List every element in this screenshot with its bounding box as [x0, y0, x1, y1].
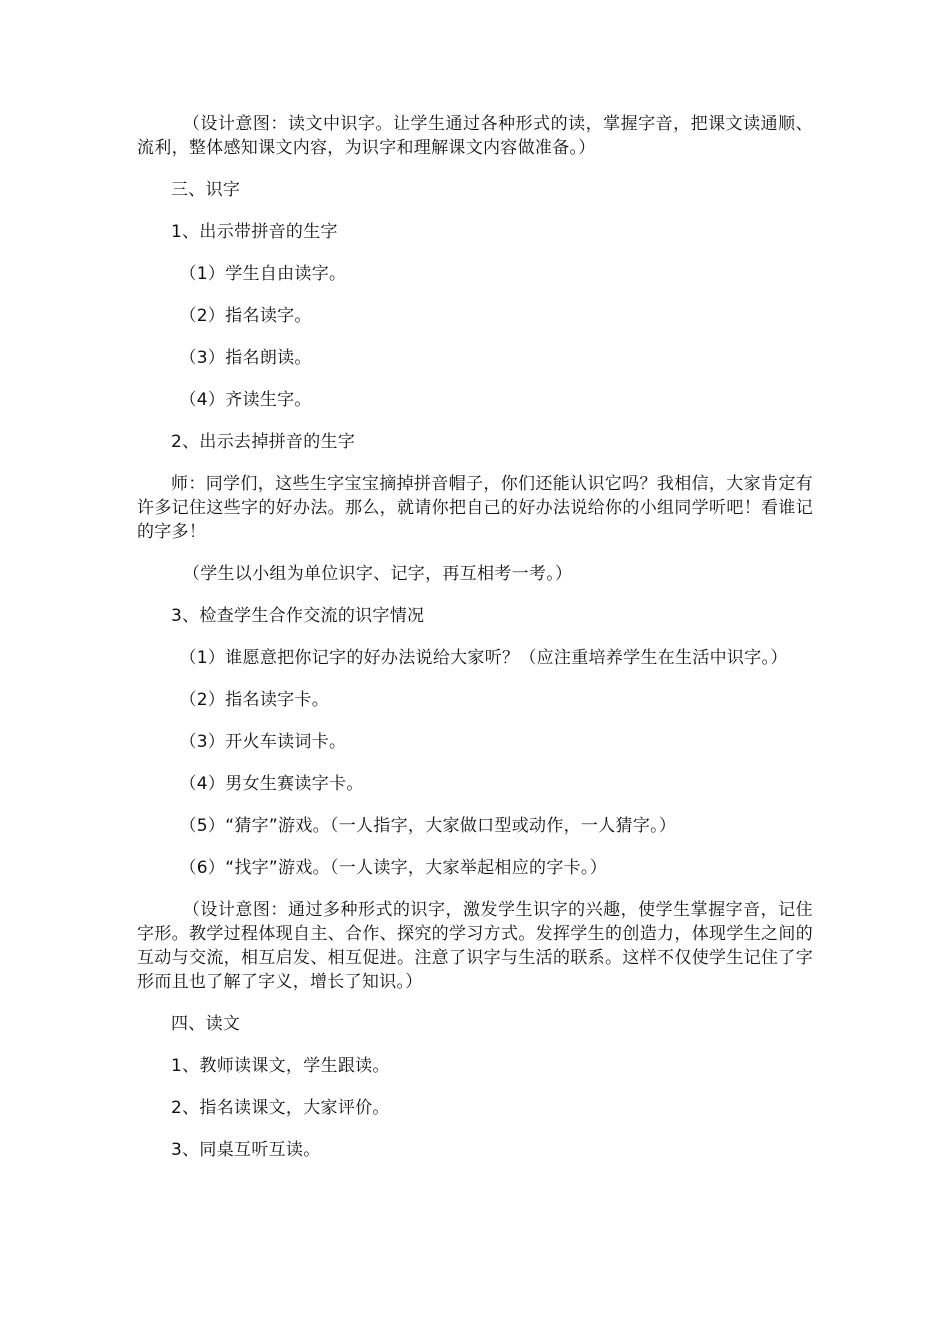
list-item: （2）指名读字。: [179, 306, 312, 326]
step-item: 3、同桌互听互读。: [171, 1140, 321, 1160]
step-heading: 1、出示带拼音的生字: [171, 222, 338, 242]
design-intent-note: （设计意图：读文中识字。让学生通过各种形式的读，掌握字音，把课文读通顺、流利，整体感知课文内容，为识字和理解课文内容做准备。）: [137, 114, 813, 158]
step-heading: 3、检查学生合作交流的识字情况: [171, 606, 425, 626]
step-item: 2、指名读课文，大家评价。: [171, 1098, 390, 1118]
list-item: （5）“猜字”游戏。（一人指字，大家做口型或动作，一人猜字。）: [179, 816, 677, 836]
list-item: （2）指名读字卡。: [179, 690, 330, 710]
list-item: （3）指名朗读。: [179, 348, 312, 368]
list-item: （1）谁愿意把你记字的好办法说给大家听？（应注重培养学生在生活中识字。）: [179, 648, 788, 668]
body-paragraph: 师：同学们，这些生字宝宝摘掉拼音帽子，你们还能认识它吗？我相信，大家肯定有许多记住这些字的好办法。那么，就请你把自己的好办法说给你的小组同学听吧！看谁记的字多！: [137, 474, 813, 542]
document-body: [137, 112, 813, 1180]
list-item: （4）齐读生字。: [179, 390, 312, 410]
step-item: 1、教师读课文，学生跟读。: [171, 1056, 390, 1076]
section-heading: 四、读文: [171, 1014, 241, 1034]
step-heading: 2、出示去掉拼音的生字: [171, 432, 356, 452]
list-item: （3）开火车读词卡。: [179, 732, 347, 752]
design-intent-note: （设计意图：通过多种形式的识字，激发学生识字的兴趣，使学生掌握字音，记住字形。教学过程体现自主、合作、探究的学习方式。发挥学生的创造力，体现学生之间的互动与交流，相互启发、相互促进。注意了识字与生活的联系。这样不仅使学生记住了字形而且也了解了字义，增长了知识。）: [137, 900, 813, 992]
list-item: （1）学生自由读字。: [179, 264, 347, 284]
list-item: （4）男女生赛读字卡。: [179, 774, 364, 794]
list-item: （6）“找字”游戏。（一人读字，大家举起相应的字卡。）: [179, 858, 608, 878]
activity-note: （学生以小组为单位识字、记字，再互相考一考。）: [182, 564, 573, 584]
section-heading: 三、识字: [171, 180, 241, 200]
